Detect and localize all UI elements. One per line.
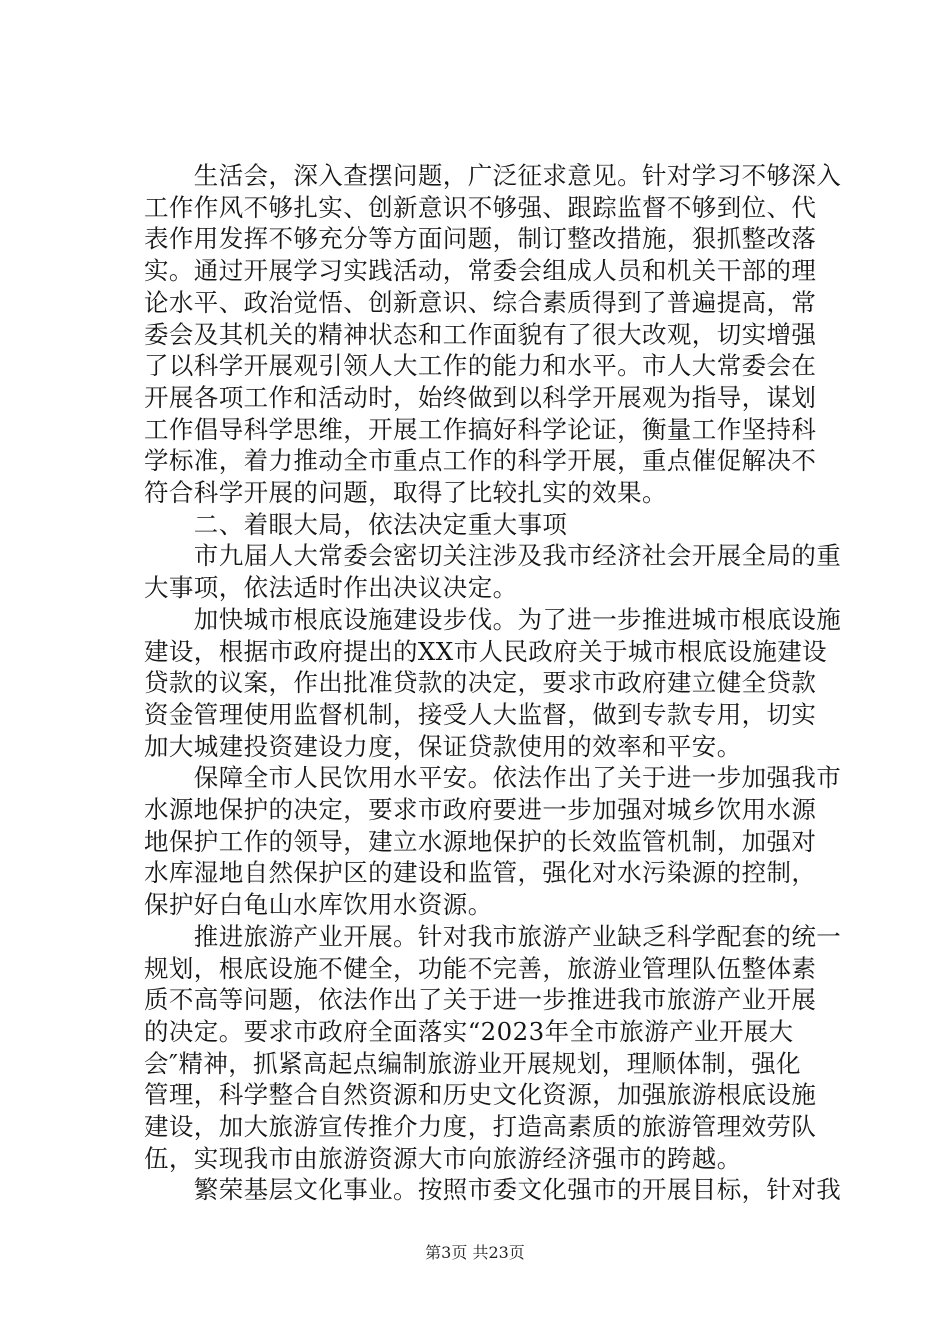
- text-line: 水库湿地自然保护区的建设和监管，强化对水污染源的控制，: [144, 858, 817, 888]
- text-line: 符合科学开展的问题，取得了比较扎实的效果。: [144, 478, 667, 507]
- text-line: 会″精神，抓紧高起点编制旅游业开展规划，理顺体制，强化: [144, 1048, 801, 1078]
- text-line: 伍，实现我市由旅游资源大市向旅游经济强市的跨越。: [144, 1143, 742, 1173]
- page-footer: 第3页 共23页: [425, 1243, 525, 1262]
- text-line: 加大城建投资建设力度，保证贷款使用的效率和平安。: [144, 731, 742, 761]
- text-line: 二、着眼大局，依法决定重大事项: [144, 509, 568, 539]
- text-line: 保护好白龟山水库饮用水资源。: [144, 890, 493, 920]
- text-line: 质不高等问题，依法作出了关于进一步推进我市旅游产业开展: [144, 985, 817, 1015]
- text-line: 规划，根底设施不健全，功能不完善，旅游业管理队伍整体素: [144, 953, 817, 983]
- text-line: 表作用发挥不够充分等方面问题，制订整改措施，狠抓整改落: [144, 224, 817, 254]
- text-line: 大事项，依法适时作出决议决定。: [144, 573, 518, 603]
- text-line: 保障全市人民饮用水平安。依法作出了关于进一步加强我市: [144, 763, 842, 793]
- text-line: 生活会，深入查摆问题，广泛征求意见。针对学习不够深入: [144, 161, 842, 190]
- text-line: 建设，加大旅游宣传推介力度，打造高素质的旅游管理效劳队: [144, 1112, 817, 1141]
- text-line: 市九届人大常委会密切关注涉及我市经济社会开展全局的重: [144, 541, 842, 571]
- text-line: 贷款的议案，作出批准贷款的决定，要求市政府建立健全贷款: [144, 668, 817, 698]
- text-line: 管理，科学整合自然资源和历史文化资源，加强旅游根底设施: [144, 1080, 817, 1110]
- text-line: 开展各项工作和活动时，始终做到以科学开展观为指导，谋划: [144, 382, 817, 412]
- text-line: 建设，根据市政府提出的XX市人民政府关于城市根底设施建设: [144, 636, 828, 666]
- text-line: 了以科学开展观引领人大工作的能力和水平。市人大常委会在: [144, 351, 817, 381]
- text-line: 委会及其机关的精神状态和工作面貌有了很大改观，切实增强: [144, 319, 817, 349]
- text-line: 学标准，着力推动全市重点工作的科学开展，重点催促解决不: [144, 446, 817, 476]
- text-line: 的决定。要求市政府全面落实“2023年全市旅游产业开展大: [144, 1016, 794, 1046]
- text-line: 地保护工作的领导，建立水源地保护的长效监管机制，加强对: [144, 826, 817, 856]
- text-line: 繁荣基层文化事业。按照市委文化强市的开展目标，针对我: [144, 1175, 842, 1205]
- text-line: 论水平、政治觉悟、创新意识、综合素质得到了普遍提高，常: [144, 287, 817, 317]
- text-line: 资金管理使用监督机制，接受人大监督，做到专款专用，切实: [144, 699, 817, 729]
- text-line: 加快城市根底设施建设步伐。为了进一步推进城市根底设施: [144, 604, 842, 634]
- text-line: 推进旅游产业开展。针对我市旅游产业缺乏科学配套的统一: [144, 921, 842, 951]
- text-line: 工作作风不够扎实、创新意识不够强、跟踪监督不够到位、代: [144, 192, 817, 222]
- text-line: 工作倡导科学思维，开展工作搞好科学论证，衡量工作坚持科: [144, 414, 817, 444]
- text-line: 水源地保护的决定，要求市政府要进一步加强对城乡饮用水源: [144, 795, 817, 824]
- text-line: 实。通过开展学习实践活动，常委会组成人员和机关干部的理: [144, 256, 817, 286]
